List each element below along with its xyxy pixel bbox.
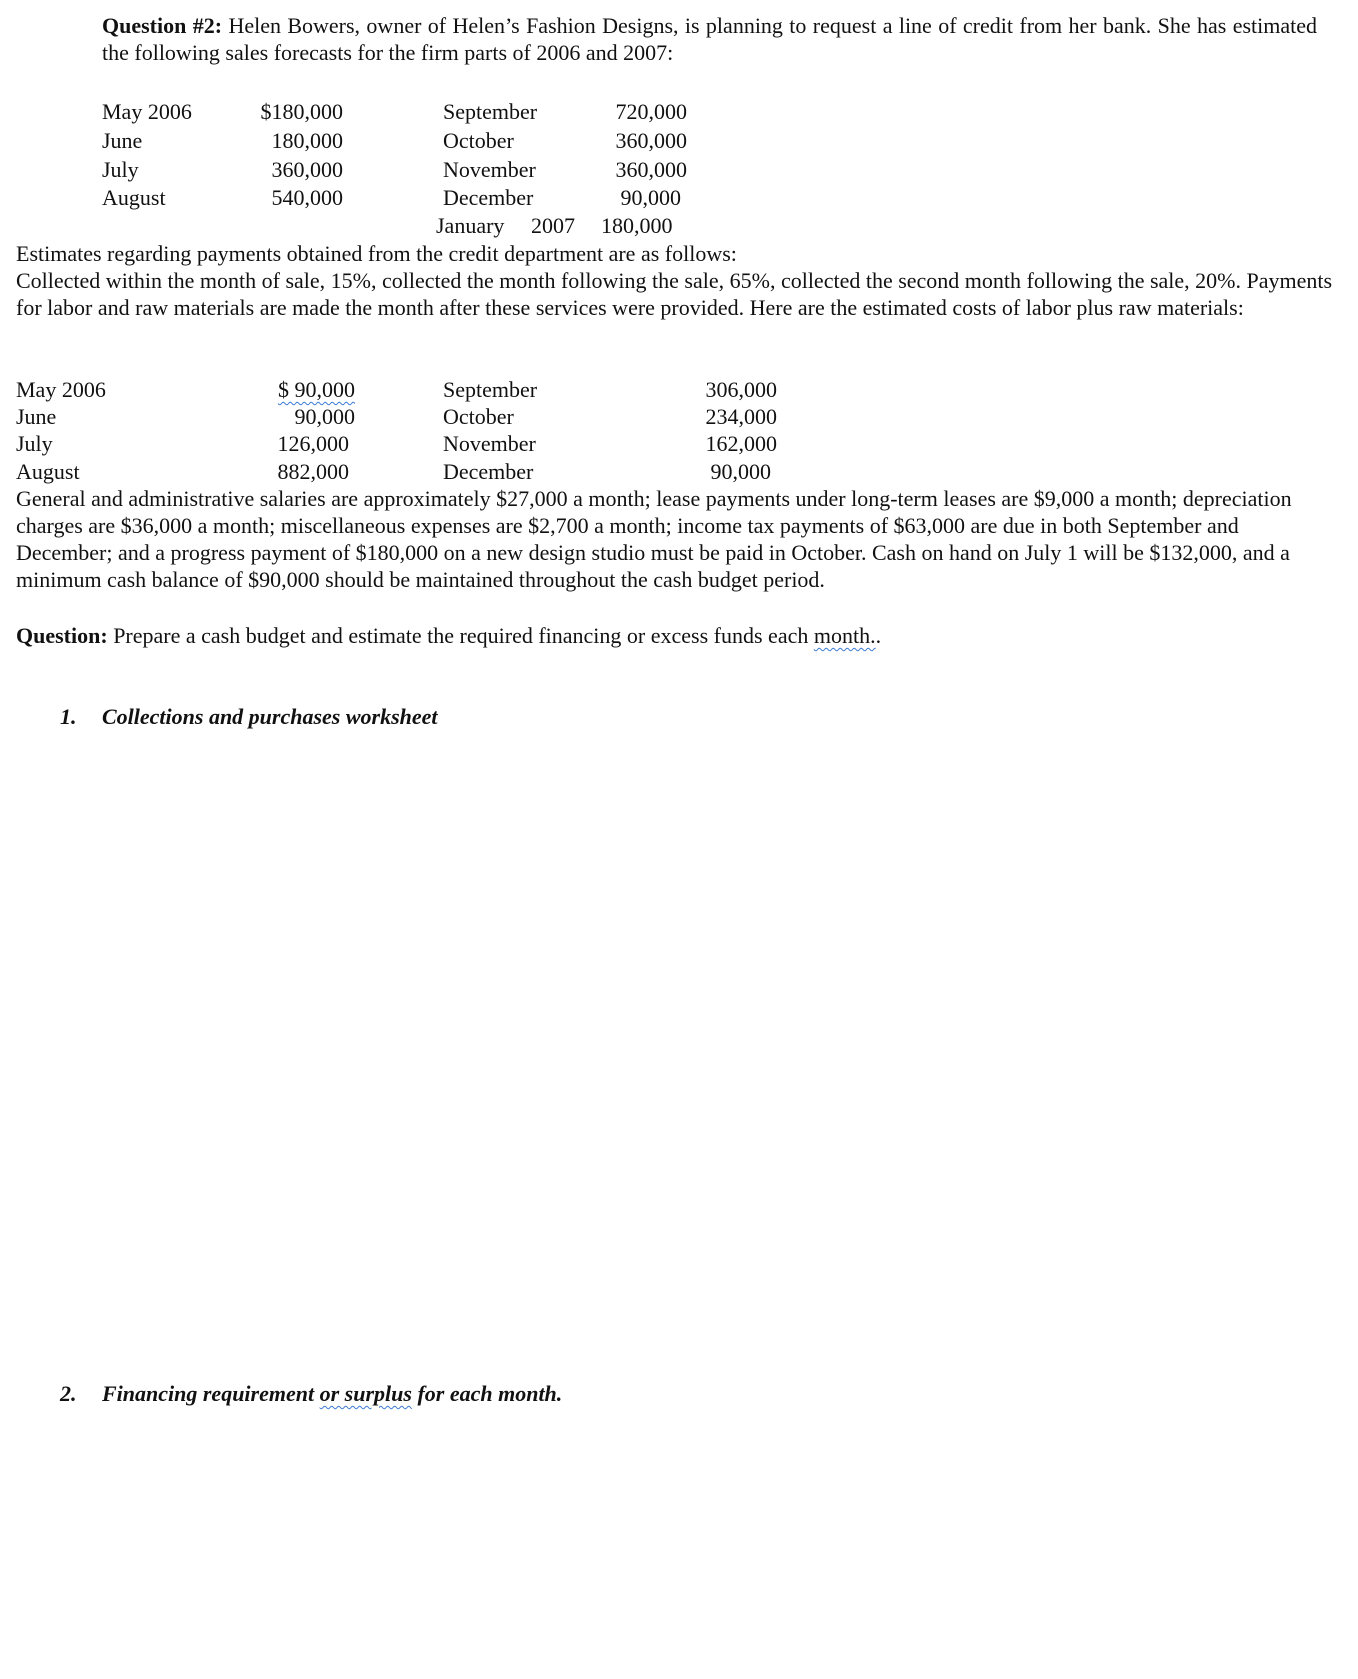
sales-month: July bbox=[102, 157, 139, 182]
cost-month: October bbox=[443, 404, 514, 429]
cost-amount: 882,000 bbox=[277, 459, 349, 484]
cost-month: June bbox=[16, 404, 57, 429]
expenses-text: General and administrative salaries are approximately $27,000 a month; lease payments under long-term leases are $9,000 a month; depreciation charges are $36,000 a month; miscellaneous expenses are $2,700 a month; income tax payments of $63,000 are due in both September and December; and a progress payment of $180,000 on a new design studio must be paid in October. Cash on hand on July 1 will be $132,000, and a minimum cash balance of $90,000 should be maintained throughout the cash budget period. bbox=[16, 486, 1292, 592]
sales-amount: 180,000 bbox=[271, 128, 343, 153]
cost-amount: 90,000 bbox=[294, 404, 355, 429]
collections-intro-line: Estimates regarding payments obtained from the credit department are as follows: bbox=[16, 241, 737, 266]
section-title-end: for each month. bbox=[411, 1381, 563, 1406]
question-prompt-label: Question: bbox=[16, 623, 108, 648]
section-number: 2. bbox=[60, 1381, 77, 1406]
cost-amount: 90,000 bbox=[710, 459, 771, 484]
section-title: Collections and purchases worksheet bbox=[102, 704, 438, 729]
cost-month: August bbox=[16, 459, 80, 484]
sales-month-january: January bbox=[436, 213, 505, 238]
cost-month: September bbox=[443, 377, 538, 402]
collections-body: Collected within the month of sale, 15%, collected the month following the sale, 65%, collected the second month following the sale, 20%. Payments for labor and raw materials are made the month after these services were provided. Here are the estimated costs of labor plus raw materials: bbox=[16, 268, 1333, 320]
question-prompt-end: . bbox=[875, 623, 882, 648]
sales-amount: 180,000 bbox=[601, 213, 673, 238]
sales-amount: 360,000 bbox=[615, 157, 687, 182]
question-prompt-squiggle: month. bbox=[813, 623, 876, 648]
section-number: 1. bbox=[60, 704, 77, 729]
sales-month: September bbox=[443, 99, 538, 124]
sales-month: June bbox=[102, 128, 143, 153]
section-title bbox=[102, 1380, 562, 1407]
sales-year-2007: 2007 bbox=[531, 213, 575, 238]
sales-month: August bbox=[102, 185, 166, 210]
cost-month: May 2006 bbox=[16, 377, 106, 402]
cost-month: December bbox=[443, 459, 534, 484]
cost-amount: $ 90,000 bbox=[278, 377, 355, 402]
cost-amount: 234,000 bbox=[705, 404, 777, 429]
sales-amount: 720,000 bbox=[615, 99, 687, 124]
section-title-start: Financing requirement bbox=[102, 1381, 320, 1406]
question-intro-text: Helen Bowers, owner of Helen’s Fashion Designs, is planning to request a line of credit from her bank. She has estimated the following sales forecasts for the firm parts of 2006 and 2007: bbox=[102, 13, 1317, 65]
cost-month: November bbox=[443, 431, 536, 456]
sales-amount: 360,000 bbox=[615, 128, 687, 153]
sales-month: May 2006 bbox=[102, 99, 192, 124]
question-prompt-text: Prepare a cash budget and estimate the required financing or excess funds each bbox=[107, 623, 814, 648]
sales-month: November bbox=[443, 157, 536, 182]
sales-amount: 360,000 bbox=[271, 157, 343, 182]
sales-month: October bbox=[443, 128, 514, 153]
cost-amount: 126,000 bbox=[277, 431, 349, 456]
cost-amount: 162,000 bbox=[705, 431, 777, 456]
question-intro bbox=[102, 12, 1317, 66]
section-title-squiggle: or surplus bbox=[319, 1381, 412, 1406]
cost-month: July bbox=[16, 431, 53, 456]
sales-month: December bbox=[443, 185, 534, 210]
sales-amount: $180,000 bbox=[260, 99, 343, 124]
sales-amount: 540,000 bbox=[271, 185, 343, 210]
cost-amount: 306,000 bbox=[705, 377, 777, 402]
collections-estimates-text bbox=[16, 240, 1336, 321]
sales-amount: 90,000 bbox=[620, 185, 681, 210]
question-label: Question #2: bbox=[102, 13, 223, 38]
question-line bbox=[16, 622, 1336, 649]
